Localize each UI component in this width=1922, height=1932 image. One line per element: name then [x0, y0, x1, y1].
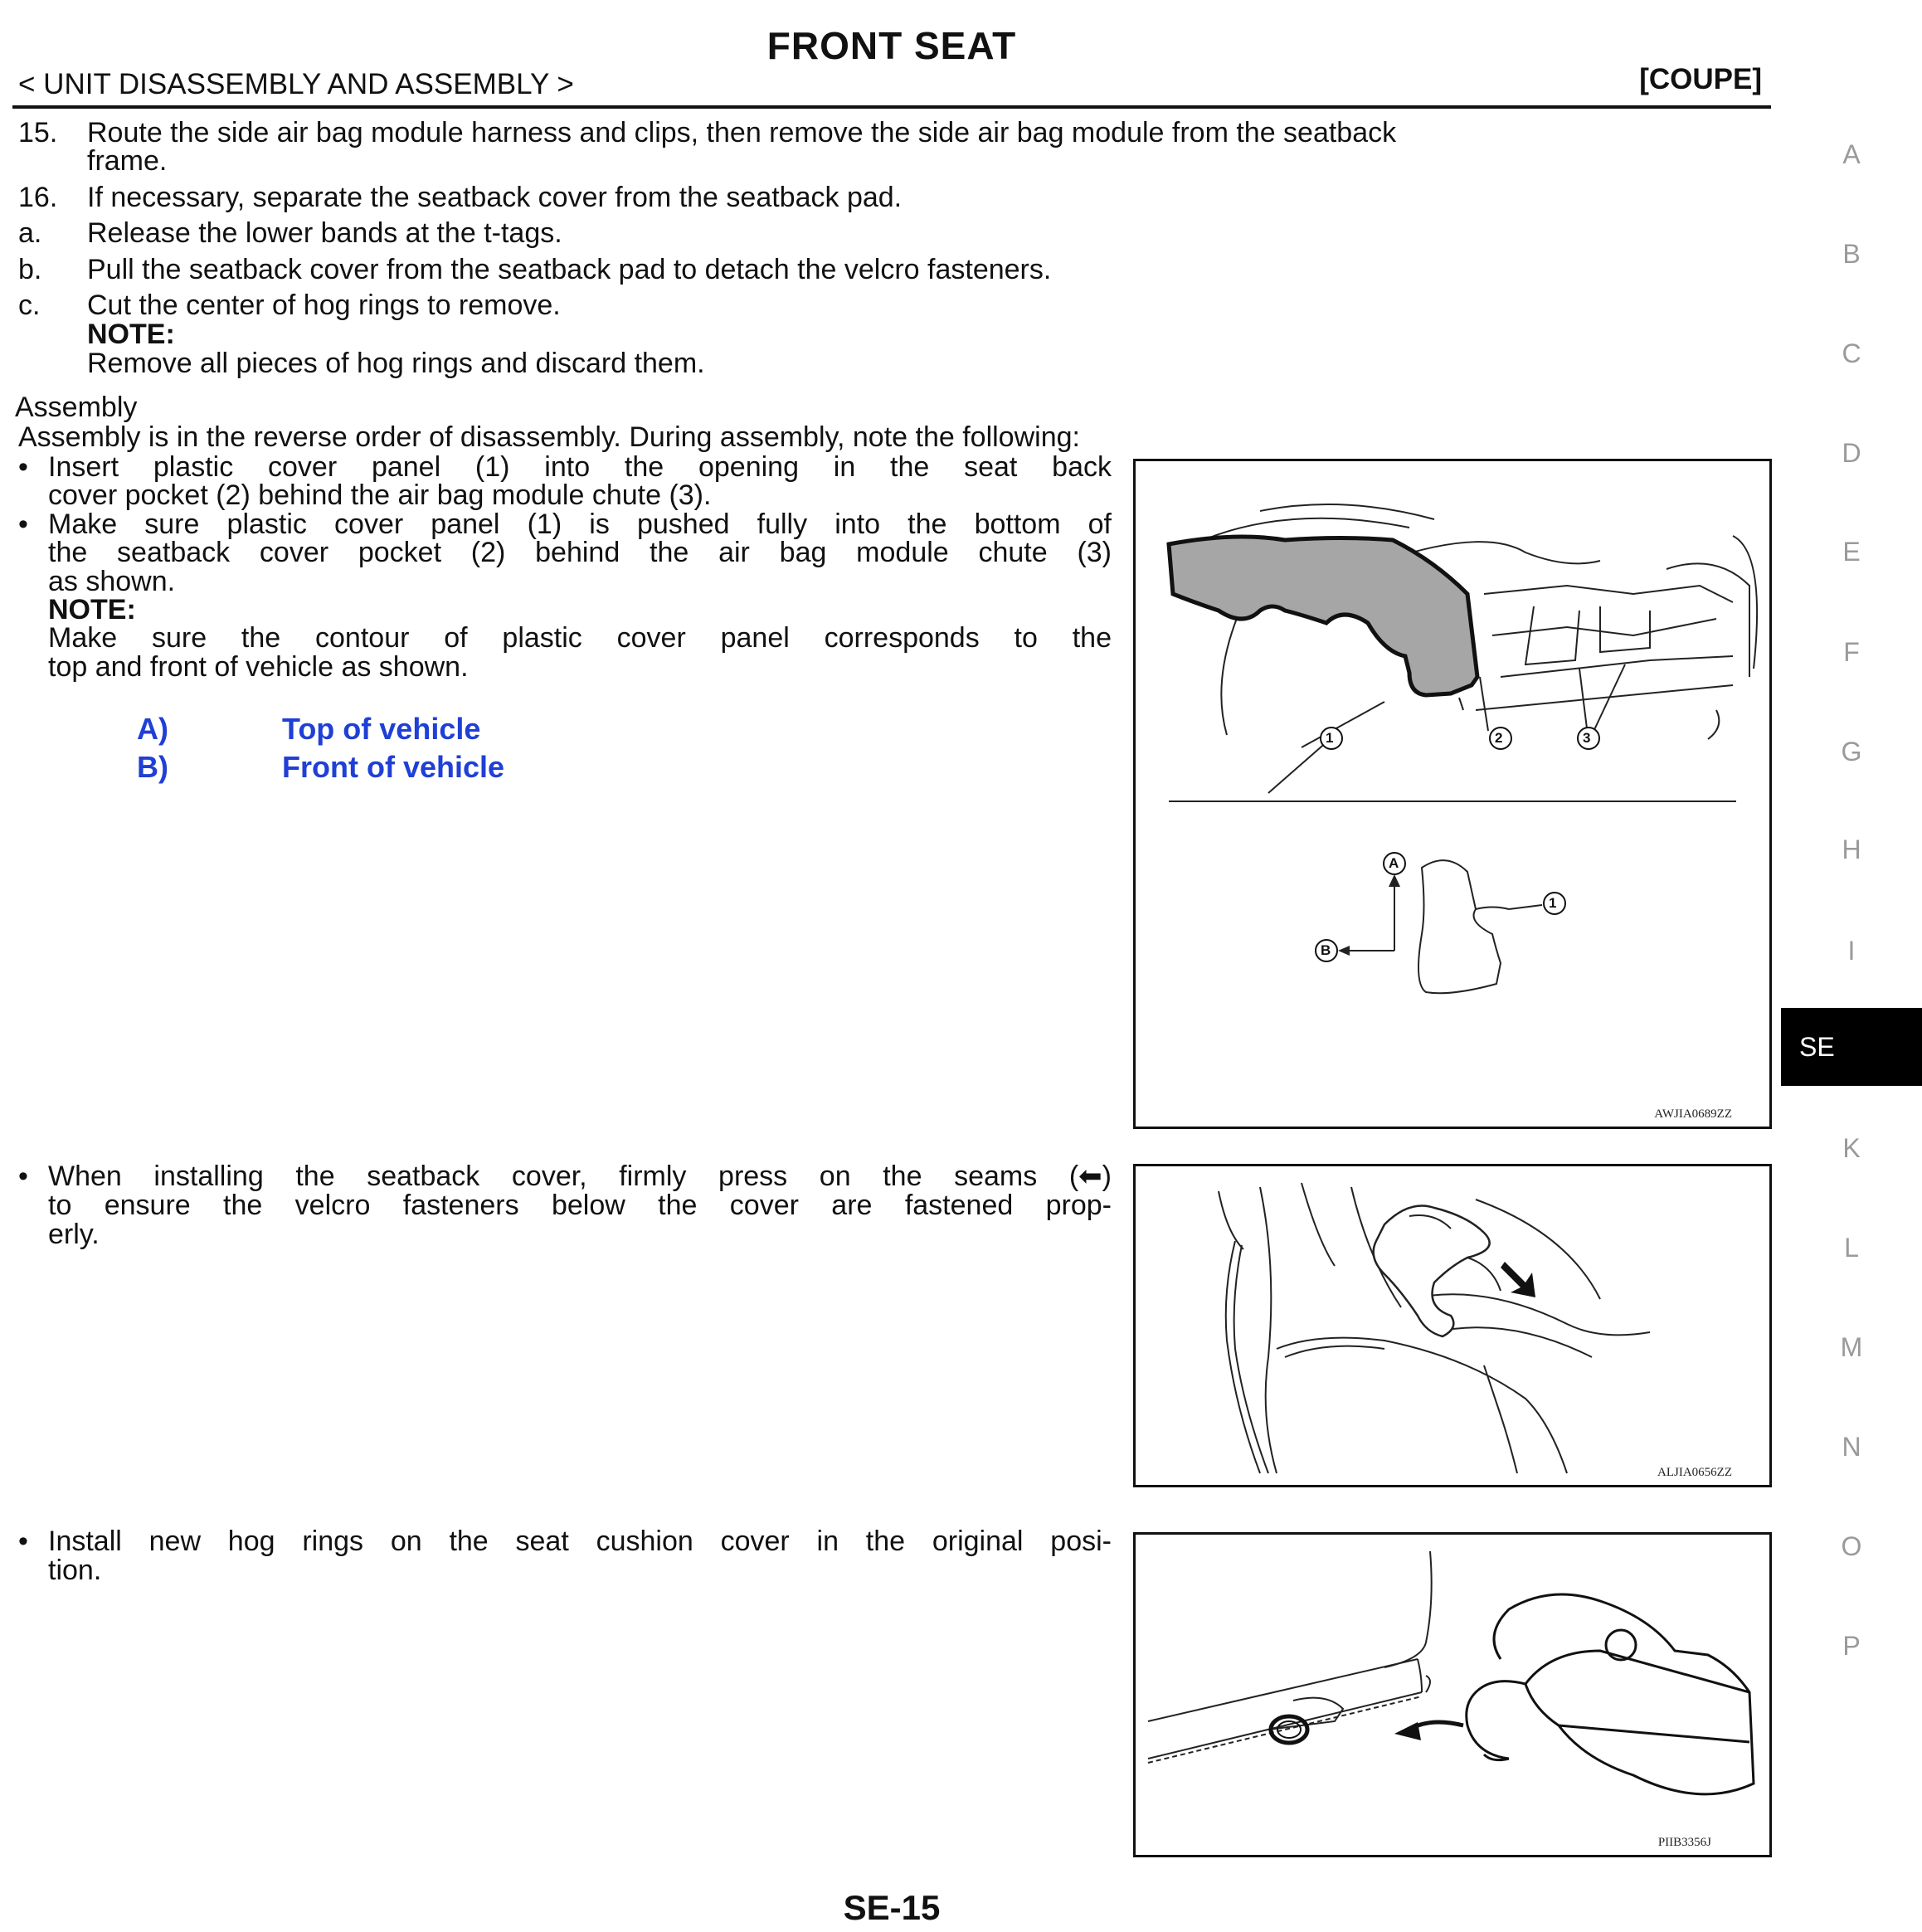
install-arrow-icon — [1394, 1722, 1421, 1740]
index-tab-c[interactable]: C — [1842, 338, 1861, 368]
index-tab-f[interactable]: F — [1843, 637, 1860, 667]
hand-outline — [1374, 1206, 1490, 1337]
index-tab-i[interactable]: I — [1847, 936, 1856, 966]
press-arrow-icon — [1501, 1262, 1535, 1297]
page-title: FRONT SEAT — [766, 24, 1017, 67]
bullet-text: tion. — [48, 1555, 102, 1586]
index-tab-a[interactable]: A — [1842, 139, 1861, 169]
index-tab-d[interactable]: D — [1842, 438, 1861, 468]
section-title: < UNIT DISASSEMBLY AND ASSEMBLY > — [18, 68, 574, 100]
legend-key: A) — [137, 712, 168, 746]
figure-seatback-cover-panel — [1133, 459, 1772, 1129]
legend-label: Top of vehicle — [282, 712, 481, 746]
step-number: a. — [18, 217, 42, 249]
callout-label: 3 — [1583, 730, 1591, 746]
seatback-illustration — [1136, 461, 1769, 1127]
figure-code: ALJIA0656ZZ — [1657, 1466, 1732, 1479]
step-text: If necessary, separate the seatback cover from the seatback pad. — [87, 182, 903, 213]
bullet-text: the seatback cover pocket (2) behind the air bag module chute (3) — [48, 537, 1112, 568]
step-text: Release the lower bands at the t-tags. — [87, 217, 562, 249]
note-label: NOTE: — [48, 594, 136, 625]
index-tab-l[interactable]: L — [1844, 1233, 1859, 1263]
figure-hog-ring-install — [1133, 1532, 1772, 1857]
bullet-text: erly. — [48, 1219, 100, 1250]
bullet-text: cover pocket (2) behind the air bag module chute (3). — [48, 479, 712, 511]
bullet-text: Insert plastic cover panel (1) into the opening in the seat back — [48, 451, 1112, 483]
bullet-text: to ensure the velcro fasteners below the cover are fastened prop- — [48, 1190, 1112, 1221]
legend-label: Front of vehicle — [282, 750, 505, 784]
note-text: Make sure the contour of plastic cover panel corresponds to the — [48, 622, 1112, 654]
hog-ring-icon — [1271, 1716, 1307, 1743]
figure-code: AWJIA0689ZZ — [1654, 1107, 1732, 1121]
figure-seam-press — [1133, 1164, 1772, 1487]
callout-label: 2 — [1495, 730, 1503, 746]
hog-ring-illustration — [1136, 1535, 1769, 1855]
step-number: c. — [18, 290, 41, 321]
index-tab-g[interactable]: G — [1841, 737, 1862, 766]
bullet-text: When installing the seatback cover, firmly press on the seams (⬅) — [48, 1161, 1112, 1192]
figure-code: PIIB3356J — [1657, 1836, 1711, 1849]
index-tab-b[interactable]: B — [1842, 239, 1861, 269]
step-text: Route the side air bag module harness and clips, then remove the side air bag module from the seatback — [87, 117, 1397, 148]
step-text: frame. — [87, 145, 168, 177]
note-label: NOTE: — [87, 319, 175, 350]
bullet-dot: • — [18, 1526, 28, 1557]
callout-label: 1 — [1549, 895, 1557, 911]
step-text: Pull the seatback cover from the seatback pad to detach the velcro fasteners. — [87, 254, 1052, 285]
index-tab-n[interactable]: N — [1842, 1432, 1861, 1462]
index-tab-m[interactable]: M — [1840, 1332, 1863, 1362]
step-number: 15. — [18, 117, 58, 148]
assembly-heading: Assembly — [15, 392, 138, 423]
assembly-intro: Assembly is in the reverse order of disassembly. During assembly, note the following: — [18, 421, 1080, 453]
direction-label: B — [1321, 942, 1331, 958]
direction-label: A — [1389, 855, 1399, 871]
step-text: Cut the center of hog rings to remove. — [87, 290, 561, 321]
index-tab-p[interactable]: P — [1842, 1631, 1861, 1661]
step-number: 16. — [18, 182, 58, 213]
note-text: Remove all pieces of hog rings and discard them. — [87, 348, 705, 379]
bullet-text: Make sure plastic cover panel (1) is pushed fully into the bottom of — [48, 509, 1112, 540]
legend-key: B) — [137, 750, 168, 784]
bullet-dot: • — [18, 1161, 28, 1192]
index-tab-h[interactable]: H — [1842, 835, 1861, 864]
index-tab-se-active[interactable]: SE — [1781, 1008, 1922, 1086]
index-tab-k[interactable]: K — [1842, 1133, 1861, 1163]
bullet-dot: • — [18, 509, 28, 540]
bullet-text: Install new hog rings on the seat cushion cover in the original posi- — [48, 1526, 1112, 1557]
header-rule — [12, 105, 1771, 109]
bullet-dot: • — [18, 451, 28, 483]
page-number: SE-15 — [843, 1888, 941, 1927]
callout-label: 1 — [1326, 730, 1334, 746]
variant-label: [COUPE] — [1639, 63, 1762, 95]
pliers-outline — [1467, 1594, 1754, 1794]
panel-outline — [1418, 860, 1501, 993]
note-text: top and front of vehicle as shown. — [48, 651, 469, 683]
bullet-text: as shown. — [48, 566, 176, 597]
seam-illustration — [1136, 1166, 1769, 1485]
index-tab-e[interactable]: E — [1842, 537, 1861, 567]
step-number: b. — [18, 254, 42, 285]
index-tab-o[interactable]: O — [1841, 1531, 1862, 1561]
